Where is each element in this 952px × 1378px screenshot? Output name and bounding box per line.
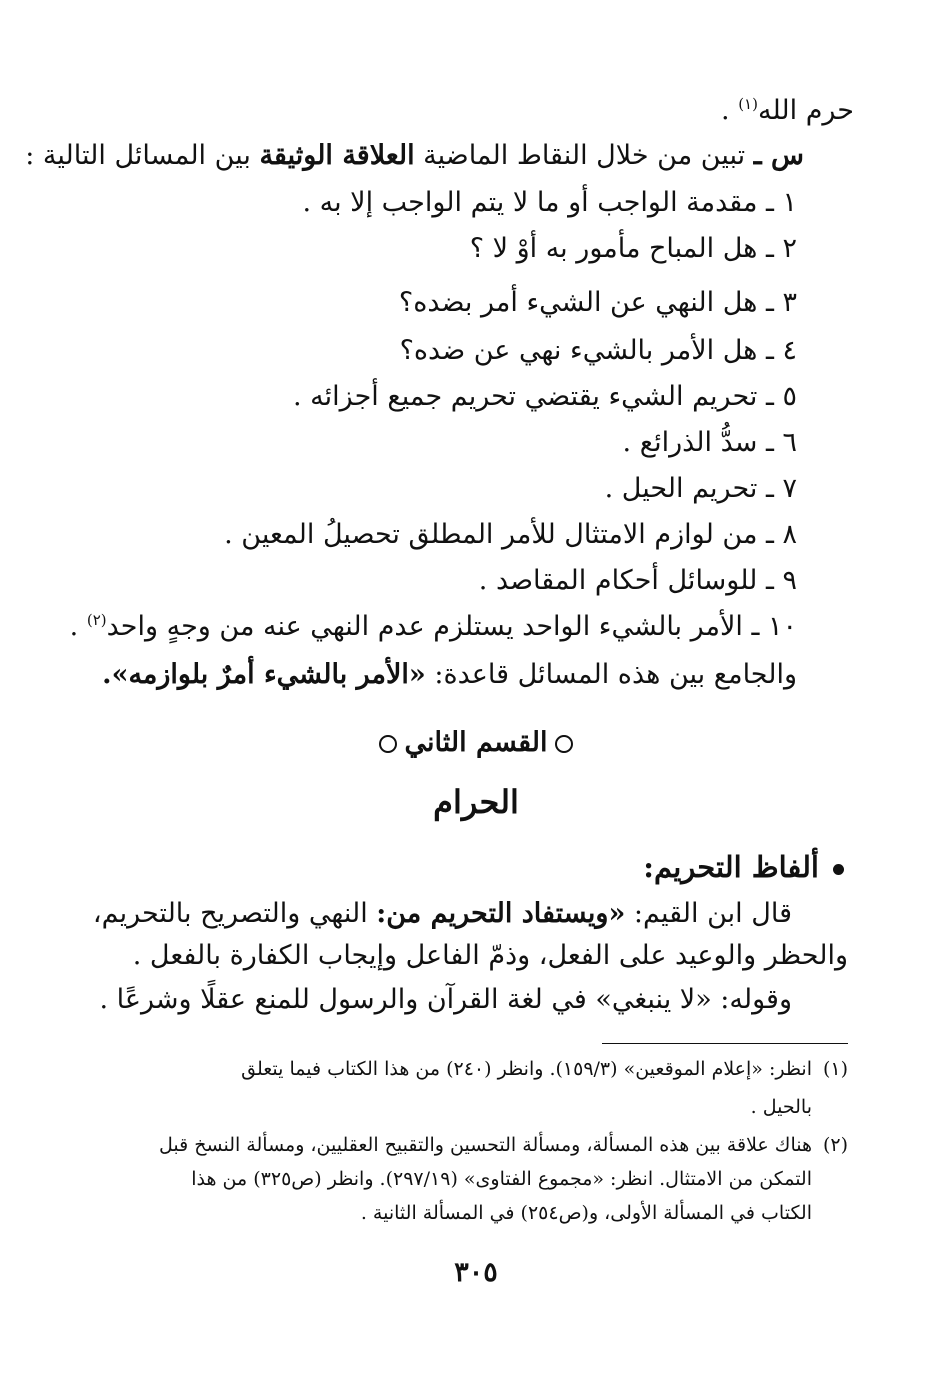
intro-line: [721, 95, 854, 126]
list-item: ٧ ـ تحريم الحيل .: [604, 473, 797, 504]
list-item-10-text: ١٠ ـ الأمر بالشيء الواحد يستلزم عدم النهي عنه من وجهٍ واحد: [106, 611, 797, 642]
subheading: [643, 850, 844, 884]
ring-icon: [555, 735, 573, 753]
section-label: [0, 727, 952, 758]
question-text-bold: العلاقة الوثيقة: [259, 140, 415, 171]
question-text-pre: تبين من خلال النقاط الماضية: [414, 140, 754, 171]
rule-line-end: .: [102, 659, 112, 690]
footnote-number: (٢): [822, 1134, 848, 1156]
list-item: ١ ـ مقدمة الواجب أو ما لا يتم الواجب إلا به .: [302, 187, 797, 218]
quote-line-1-bold: «ويستفاد التحريم من:: [376, 898, 626, 929]
bullet-icon: [833, 864, 844, 875]
list-item: ٣ ـ هل النهي عن الشيء أمر بضده؟: [398, 287, 797, 318]
list-item: ٦ ـ سدُّ الذرائع .: [622, 427, 797, 458]
ring-icon: [379, 735, 397, 753]
quote-line-1-pre: قال ابن القيم:: [625, 898, 792, 929]
list-item: ٢ ـ هل المباح مأمور به أوْ لا ؟: [469, 233, 797, 264]
section-label-text: القسم الثاني: [404, 727, 548, 758]
page-number: ٣٠٥: [454, 1257, 498, 1288]
question-line: [25, 140, 804, 171]
list-item: ٥ ـ تحريم الشيء يقتضي تحريم جميع أجزائه .: [293, 381, 797, 412]
footnote-line: الكتاب في المسألة الأولى، و(ص٢٥٤) في المسألة الثانية .: [360, 1202, 812, 1224]
quote-line-3: وقوله: «لا ينبغي» في لغة القرآن والرسول للمنع عقلًا وشرعًا .: [99, 984, 792, 1015]
quote-line-2: والحظر والوعيد على الفعل، وذمّ الفاعل وإيجاب الكفارة بالفعل .: [132, 940, 848, 971]
footnote-line: بالحيل .: [750, 1096, 812, 1118]
footnote-number: (١): [822, 1058, 848, 1080]
list-item: ٤ ـ هل الأمر بالشيء نهي عن ضده؟: [399, 335, 797, 366]
footnote-line: انظر: «إعلام الموقعين» (١٥٩/٣). وانظر (٢٤٠) من هذا الكتاب فيما يتعلق: [241, 1058, 812, 1080]
list-item: ٩ ـ للوسائل أحكام المقاصد .: [478, 565, 797, 596]
subheading-text: ألفاظ التحريم:: [643, 850, 819, 884]
quote-line-1: [93, 898, 792, 929]
footnote-ref-2[interactable]: (٢): [86, 611, 107, 629]
list-item-10-end: .: [69, 611, 87, 642]
question-text-post: بين المسائل التالية :: [25, 140, 260, 171]
question-label: س ـ: [753, 140, 804, 171]
list-item: ٨ ـ من لوازم الامتثال للأمر المطلق تحصيلُ المعين .: [224, 519, 797, 550]
section-title: الحرام: [433, 783, 519, 821]
quote-line-1-post: النهي والتصريح بالتحريم،: [92, 898, 377, 929]
intro-line-text: حرم الله: [757, 95, 854, 126]
footnote-separator: [602, 1043, 848, 1044]
footnote-line: هناك علاقة بين هذه المسألة، ومسألة التحسين والتقبيح العقليين، ومسألة النسخ قبل: [159, 1134, 812, 1156]
intro-line-end: .: [721, 95, 739, 126]
footnote-ref-1[interactable]: (١): [738, 95, 758, 113]
rule-line: [102, 659, 797, 690]
rule-line-pre: والجامع بين هذه المسائل قاعدة:: [425, 659, 797, 690]
footnote-line: التمكن من الامتثال. انظر: «مجموع الفتاوى» (٢٩٧/١٩). وانظر (ص٣٢٥) من هذا: [191, 1168, 812, 1190]
list-item-10: [70, 611, 797, 642]
rule-statement: «الأمر بالشيء أمرٌ بلوازمه»: [111, 659, 426, 690]
